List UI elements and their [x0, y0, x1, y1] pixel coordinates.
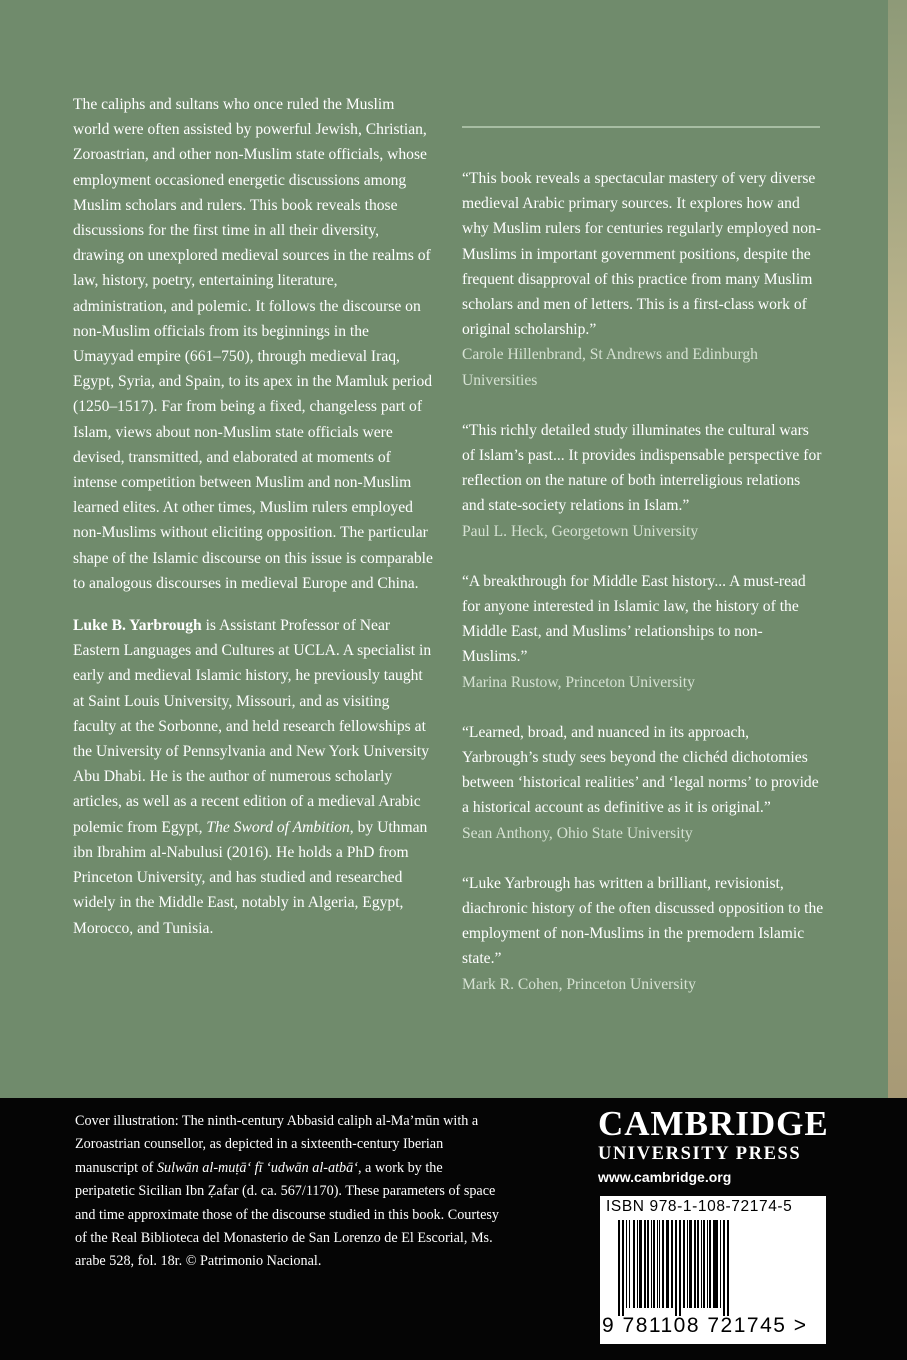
- author-previous-book-title: The Sword of Ambition: [206, 818, 350, 836]
- endorsement: [462, 720, 824, 846]
- publisher-subname: UNIVERSITY PRESS: [598, 1144, 802, 1164]
- endorsement-quote: “Learned, broad, and nuanced in its approach, Yarbrough’s study sees beyond the clichéd dichotomies between ‘historical realities’ and ‘legal norms’ to provide a historical account as definitive as it is original.”: [462, 723, 819, 817]
- barcode-bar: [727, 1220, 729, 1316]
- endorsement-quote: “This richly detailed study illuminates the cultural wars of Islam’s past... It provides indispensable perspective for reflection on the nature of both interreligious relations and state-society relations in Islam.”: [462, 421, 822, 515]
- endorsement-source: Paul L. Heck, Georgetown University: [462, 522, 699, 540]
- barcode-bar: [671, 1220, 673, 1308]
- barcode-bar: [622, 1220, 624, 1316]
- manuscript-title: Sulwān al-muṭā‘ fī ‘udwān al-atbā‘: [156, 1159, 358, 1176]
- barcode-bar: [709, 1220, 711, 1308]
- credit-text-1: Cover illustration: The ninth-century Abbasid caliph al-Ma’mūn with a Zoroastrian counsellor, as depicted in a sixteenth-century Iberian manuscript of: [75, 1113, 479, 1176]
- publisher-logo: [598, 1106, 828, 1185]
- credit-text-2: , a work by the peripatetic Sicilian Ibn Ẓafar (d. ca. 567/1170). These parameters of space and time approximate those of the discourse studied in this book. Courtesy of the Real Biblioteca del Monasterio de San Lorenzo de El Escorial, Ms. arabe 528, fol. 18r. © Patrimonio Nacional.: [75, 1159, 499, 1270]
- barcode-bar: [633, 1220, 635, 1308]
- endorsement-quote: “Luke Yarbrough has written a brilliant, revisionist, diachronic history of the often discussed opposition to the employment of non-Muslims in the premodern Islamic state.”: [462, 874, 824, 968]
- barcode-bars: [606, 1220, 820, 1316]
- barcode-bar: [618, 1220, 620, 1316]
- barcode-bar: [683, 1220, 685, 1308]
- barcode-bar: [639, 1220, 642, 1308]
- book-description: The caliphs and sultans who once ruled the Muslim world were often assisted by powerful Jewish, Christian, Zoroastrian, and other non-Muslim state officials, whose employment occasioned energetic discussions among Muslim scholars and rulers. This book reveals those discussions for the first time in all their diversity, drawing on unexplored medieval sources in the realms of law, history, poetry, entertaining literature, administration, and polemic. It follows the discourse on non-Muslim officials from its beginnings in the Umayyad empire (661–750), through medieval Iraq, Egypt, Syria, and Spain, to its apex in the Mamluk period (1250–1517). Far from being a fixed, changeless part of Islam, views about non-Muslim state officials were devised, transmitted, and elaborated at moments of intense competition between Muslim and non-Muslim learned elites. At other times, Muslim rulers employed non-Muslims without eliciting opposition. The particular shape of the Islamic discourse on this issue is comparable to analogous discourses in medieval Europe and China.: [73, 96, 433, 592]
- barcode-bar: [701, 1220, 702, 1308]
- publisher-name: CAMBRIDGE: [598, 1104, 829, 1143]
- barcode-bar: [644, 1220, 646, 1308]
- author-bio: [73, 613, 433, 941]
- author-name: Luke B. Yarbrough: [73, 617, 202, 635]
- barcode-bar: [703, 1220, 705, 1308]
- left-column: [73, 92, 433, 958]
- barcode-bar: [723, 1220, 725, 1316]
- barcode-bar: [637, 1220, 638, 1308]
- barcode-bar: [694, 1220, 696, 1308]
- isbn-barcode: [600, 1196, 826, 1344]
- author-bio-text-2: , by Uthman ibn Ibrahim al-Nabulusi (2016). He holds a PhD from Princeton University, and has studied and researched widely in the Middle East, notably in Algeria, Egypt, Morocco, and Tunisia.: [73, 818, 428, 937]
- endorsement-source: Sean Anthony, Ohio State University: [462, 824, 693, 842]
- endorsements-divider: [462, 126, 820, 128]
- endorsement-source: Marina Rustow, Princeton University: [462, 673, 695, 691]
- endorsement-quote: “A breakthrough for Middle East history... A must-read for anyone interested in Islamic law, the history of the Middle East, and Muslims’ relationships to non-Muslims.”: [462, 572, 806, 666]
- barcode-bar: [720, 1220, 721, 1308]
- barcode-bar: [707, 1220, 708, 1308]
- endorsement: [462, 166, 824, 393]
- endorsement-source: Carole Hillenbrand, St Andrews and Edinburgh Universities: [462, 346, 758, 389]
- endorsement: [462, 418, 824, 544]
- barcode-bar: [647, 1220, 649, 1308]
- barcode-bar: [713, 1220, 715, 1308]
- endorsement-quote: “This book reveals a spectacular mastery of very diverse medieval Arabic primary sources. It explores how and why Muslim rulers for centuries regularly employed non-Muslims in important government positions, despite the frequent disapproval of this practice from many Muslim scholars and men of letters. This is a first-class work of original scholarship.”: [462, 170, 821, 339]
- barcode-bar: [657, 1220, 658, 1308]
- barcode-bar: [675, 1220, 677, 1316]
- author-bio-text-1: is Assistant Professor of Near Eastern Languages and Cultures at UCLA. A specialist in early and medieval Islamic history, he previously taught at Saint Louis University, Missouri, and as visiting faculty at the Sorbonne, and held research fellowships at the University of Pennsylvania and New York University Abu Dhabi. He is the author of numerous scholarly articles, as well as a recent edition of a medieval Arabic polemic from Egypt,: [73, 617, 432, 836]
- barcode-bar: [689, 1220, 692, 1308]
- barcode-bar: [697, 1220, 699, 1308]
- endorsement: [462, 871, 824, 997]
- cover-illustration-credit: [75, 1110, 505, 1274]
- barcode-bar: [687, 1220, 688, 1308]
- barcode-bar: [659, 1220, 660, 1308]
- barcode-bar: [626, 1220, 627, 1308]
- publisher-url: www.cambridge.org: [598, 1169, 732, 1185]
- barcode-bar: [679, 1220, 681, 1316]
- barcode-bar: [715, 1220, 718, 1308]
- endorsements-column: [462, 166, 824, 1022]
- barcode-bar: [629, 1220, 630, 1308]
- barcode-bar: [662, 1220, 664, 1308]
- barcode-digits: 9 781108 721745 >: [602, 1314, 808, 1337]
- isbn-label: ISBN 978-1-108-72174-5: [606, 1198, 793, 1215]
- endorsement-source: Mark R. Cohen, Princeton University: [462, 975, 696, 993]
- barcode-bar: [653, 1220, 655, 1308]
- barcode-bar: [666, 1220, 669, 1308]
- cover-art-edge: [888, 0, 907, 1098]
- barcode-bar: [651, 1220, 652, 1308]
- endorsement: [462, 569, 824, 695]
